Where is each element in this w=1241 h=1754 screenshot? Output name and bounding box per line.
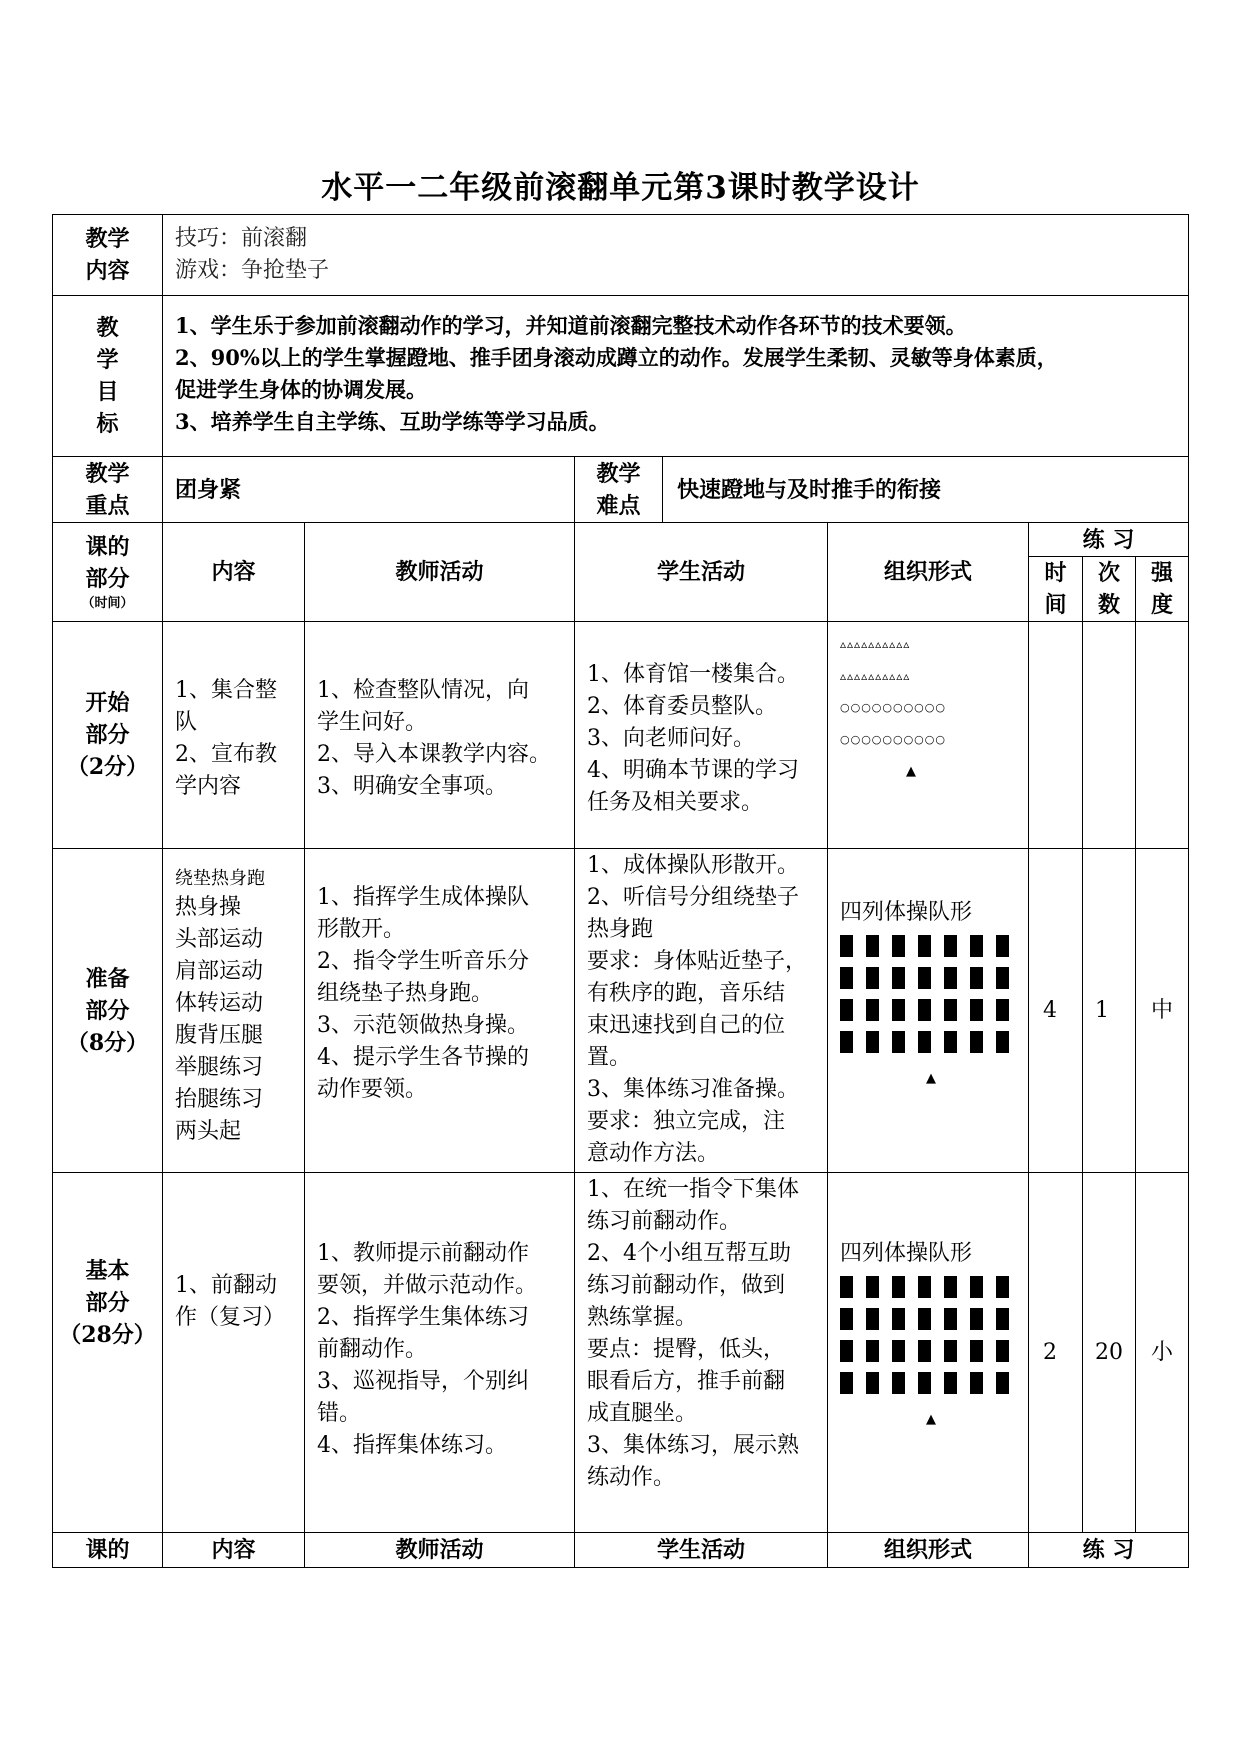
content-label: 教学 内容: [85, 226, 130, 284]
row3-count: 20: [1095, 1339, 1123, 1365]
header-section: 课的 部分 （时间）: [81, 534, 134, 611]
footer-org: 组织形式: [883, 1537, 972, 1563]
row2-time: 4: [1043, 997, 1057, 1023]
formation-bar-row: [840, 1340, 1025, 1362]
header-count: 次 数: [1097, 560, 1120, 618]
footer-practice: 练 习: [1082, 1537, 1135, 1563]
row3-intensity: 小: [1150, 1339, 1173, 1365]
content-value: 技巧：前滚翻 游戏：争抢垫子: [175, 226, 330, 283]
formation-row-triangles: ▵▵▵▵▵▵▵▵▵▵: [840, 669, 911, 683]
footer-content: 内容: [211, 1537, 256, 1563]
page-title: 水平一二年级前滚翻单元第3课时教学设计: [321, 170, 920, 206]
header-org: 组织形式: [883, 559, 972, 585]
formation-grid: [840, 935, 1025, 1053]
formation-bar-row: [840, 999, 1025, 1021]
row2-student: 1、成体操队形散开。 2、听信号分组绕垫子 热身跑 要求：身体贴近垫子， 有秩序的跑，音乐结 束迅速找到自己的位 置。 3、集体练习准备操。 要求：独立完成，注 意动作方法。: [587, 853, 808, 1166]
header-time: 时 间: [1044, 560, 1067, 618]
formation-bar-row: [840, 967, 1025, 989]
row1-formation: [840, 628, 1020, 788]
formation-bar-row: [840, 1308, 1025, 1330]
formation-bar-row: [840, 935, 1025, 957]
teacher-marker-icon: ▲: [926, 1071, 936, 1086]
row3-content: 1、前翻动 作（复习）: [175, 1273, 286, 1330]
teacher-marker-icon: ▲: [906, 764, 916, 779]
row3-time: 2: [1043, 1339, 1057, 1365]
row2-count: 1: [1095, 997, 1109, 1023]
formation-grid: [840, 1276, 1025, 1394]
teacher-marker-icon: ▲: [926, 1412, 936, 1427]
footer-student: 学生活动: [656, 1537, 745, 1563]
footer-teacher: 教师活动: [395, 1537, 484, 1563]
row2-section: 准备 部分 （8分）: [66, 965, 149, 1056]
row1-teacher: 1、检查整队情况，向 学生问好。 2、导入本课教学内容。 3、明确安全事项。: [317, 678, 551, 799]
header-student: 学生活动: [656, 559, 745, 585]
row3-teacher: 1、教师提示前翻动作 要领，并做示范动作。 2、指挥学生集体练习 前翻动作。 3、巡视指导，个别纠 错。 4、指挥集体练习。: [317, 1241, 538, 1458]
row2-intensity: 中: [1150, 997, 1173, 1023]
formation-label: 四列体操队形: [840, 1241, 973, 1266]
difficulty-label: 教学 难点: [596, 460, 641, 519]
row3-formation: [840, 1238, 1025, 1436]
header-content: 内容: [211, 559, 256, 585]
row2-content: 绕垫热身跑 热身操 头部运动 肩部运动 体转运动 腹背压腿 举腿练习 抬腿练习 两头起: [175, 868, 265, 1144]
formation-bar-row: [840, 1031, 1025, 1053]
formation-bar-row: [840, 1372, 1025, 1394]
key-label: 教学 重点: [85, 460, 130, 519]
formation-row-triangles: ▵▵▵▵▵▵▵▵▵▵: [840, 637, 911, 651]
goals-label: 教 学 目 标: [96, 315, 119, 437]
row2-teacher: 1、指挥学生成体操队 形散开。 2、指令学生听音乐分 组绕垫子热身跑。 3、示范领做热身操。 4、提示学生各节操的 动作要领。: [317, 885, 529, 1102]
header-intensity: 强 度: [1150, 560, 1173, 618]
formation-label: 四列体操队形: [840, 900, 973, 925]
key-value: 团身紧: [175, 476, 242, 503]
formation-bar-row: [840, 1276, 1025, 1298]
row3-section: 基本 部分 （28分）: [59, 1258, 156, 1348]
header-teacher: 教师活动: [395, 559, 484, 585]
row1-student: 1、体育馆一楼集合。 2、体育委员整队。 3、向老师问好。 4、明确本节课的学习 任务及相关要求。: [587, 662, 799, 815]
goals-value: 1、学生乐于参加前滚翻动作的学习，并知道前滚翻完整技术动作各环节的技术要领。 2、90%以上的学生掌握蹬地、推手团身滚动成蹲立的动作。发展学生柔韧、灵敏等身体素质， 促进学生身体的协调发展。 3、培养学生自主学练、互助学练等学习品质。: [175, 313, 1058, 434]
row3-student: 1、在统一指令下集体 练习前翻动作。 2、4个小组互帮互助 练习前翻动作，做到 熟练掌握。 要点：提臀，低头， 眼看后方，推手前翻 成直腿坐。 3、集体练习，展示熟 练动作。: [587, 1177, 799, 1490]
formation-row-circles: ○○○○○○○○○○: [840, 701, 946, 714]
footer-section: 课的: [85, 1537, 130, 1563]
difficulty-value: 快速蹬地与及时推手的衔接: [677, 476, 942, 503]
formation-row-circles: ○○○○○○○○○○: [840, 733, 946, 746]
header-practice: 练 习: [1082, 526, 1135, 553]
row1-section: 开始 部分 （2分）: [66, 690, 149, 780]
row1-content: 1、集合整 队 2、宣布教 学内容: [175, 678, 277, 799]
row2-formation: [840, 897, 1025, 1095]
